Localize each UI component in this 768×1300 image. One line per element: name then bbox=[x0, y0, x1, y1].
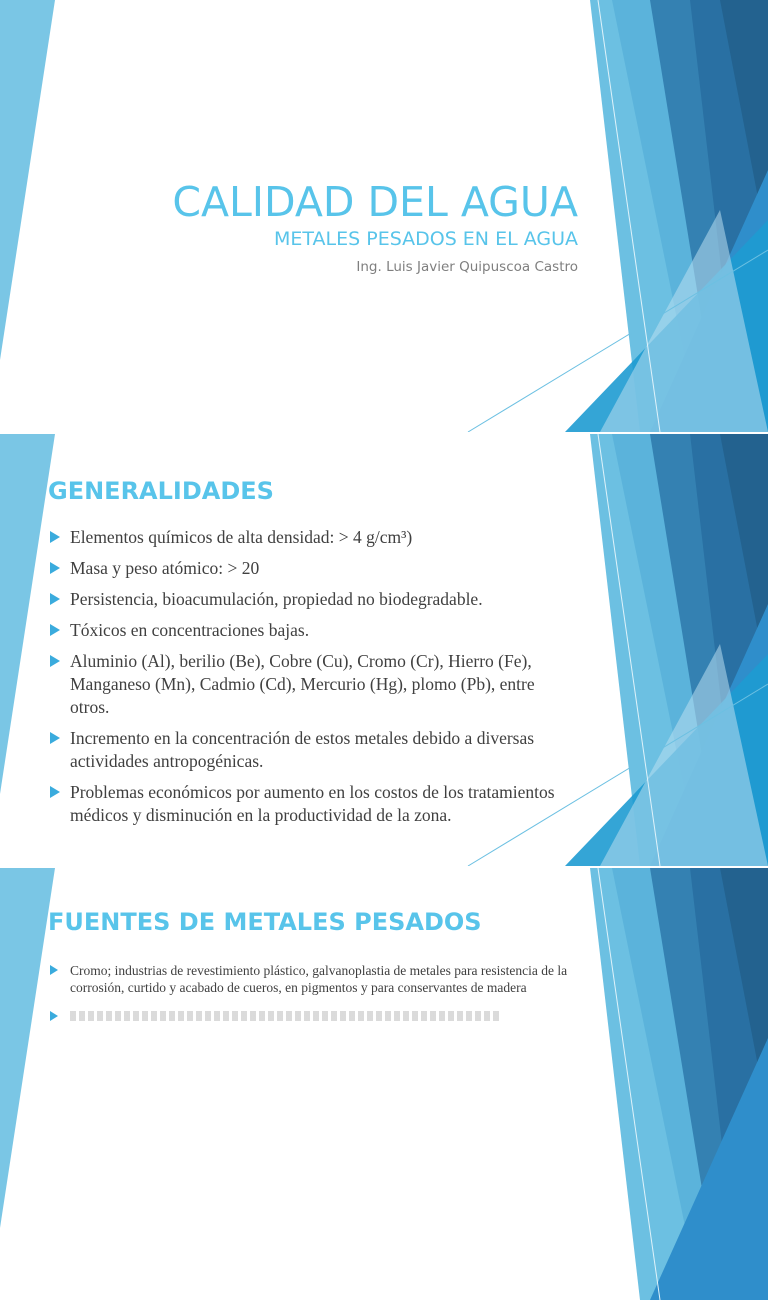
list-item bbox=[48, 619, 568, 642]
cut-off-text bbox=[70, 1011, 500, 1021]
fuentes-slide bbox=[0, 868, 768, 1300]
list-item-text: Masa y peso atómico: > 20 bbox=[70, 558, 260, 578]
list-item-text: Elementos químicos de alta densidad: > 4 g/cm³) bbox=[70, 527, 413, 547]
presentation-subtitle: METALES PESADOS EN EL AGUA bbox=[274, 228, 578, 250]
list-item bbox=[48, 588, 568, 611]
triangle-bullet-icon bbox=[50, 732, 60, 744]
slide-heading: GENERALIDADES bbox=[48, 477, 274, 505]
triangle-bullet-icon bbox=[50, 786, 60, 798]
presentation-title: CALIDAD DEL AGUA bbox=[172, 178, 578, 226]
list-item-text: Aluminio (Al), berilio (Be), Cobre (Cu), Cromo (Cr), Hierro (Fe), Manganeso (Mn), Cadmio (Cd), Mercurio (Hg), plomo (Pb), entre otros. bbox=[70, 651, 535, 717]
title-slide bbox=[0, 0, 768, 432]
triangle-bullet-icon bbox=[50, 965, 58, 975]
list-item bbox=[48, 962, 568, 996]
triangle-bullet-icon bbox=[50, 531, 60, 543]
triangle-bullet-icon bbox=[50, 562, 60, 574]
slide-heading: FUENTES DE METALES PESADOS bbox=[48, 908, 482, 936]
generalidades-slide bbox=[0, 434, 768, 866]
triangle-bullet-icon bbox=[50, 655, 60, 667]
triangle-bullet-icon bbox=[50, 624, 60, 636]
list-item bbox=[48, 727, 568, 773]
list-item-text: Cromo; industrias de revestimiento plástico, galvanoplastia de metales para resistencia de la corrosión, curtido y acabado de cueros, en pigmentos y para conservantes de madera bbox=[70, 963, 568, 995]
triangle-bullet-icon bbox=[50, 1011, 58, 1021]
list-item bbox=[48, 650, 568, 719]
list-item bbox=[48, 781, 568, 827]
bullet-list bbox=[48, 526, 568, 835]
list-item-text: Problemas económicos por aumento en los costos de los tratamientos médicos y disminución en la productividad de la zona. bbox=[70, 782, 555, 825]
triangle-bullet-icon bbox=[50, 593, 60, 605]
list-item bbox=[48, 526, 568, 549]
list-item-text: Incremento en la concentración de estos metales debido a diversas actividades antropogénicas. bbox=[70, 728, 535, 771]
list-item bbox=[48, 1008, 568, 1025]
bullet-list bbox=[48, 962, 568, 1037]
list-item-text: Tóxicos en concentraciones bajas. bbox=[70, 620, 310, 640]
list-item bbox=[48, 557, 568, 580]
presentation-author: Ing. Luis Javier Quipuscoa Castro bbox=[356, 259, 578, 275]
list-item-text: Persistencia, bioacumulación, propiedad no biodegradable. bbox=[70, 589, 483, 609]
